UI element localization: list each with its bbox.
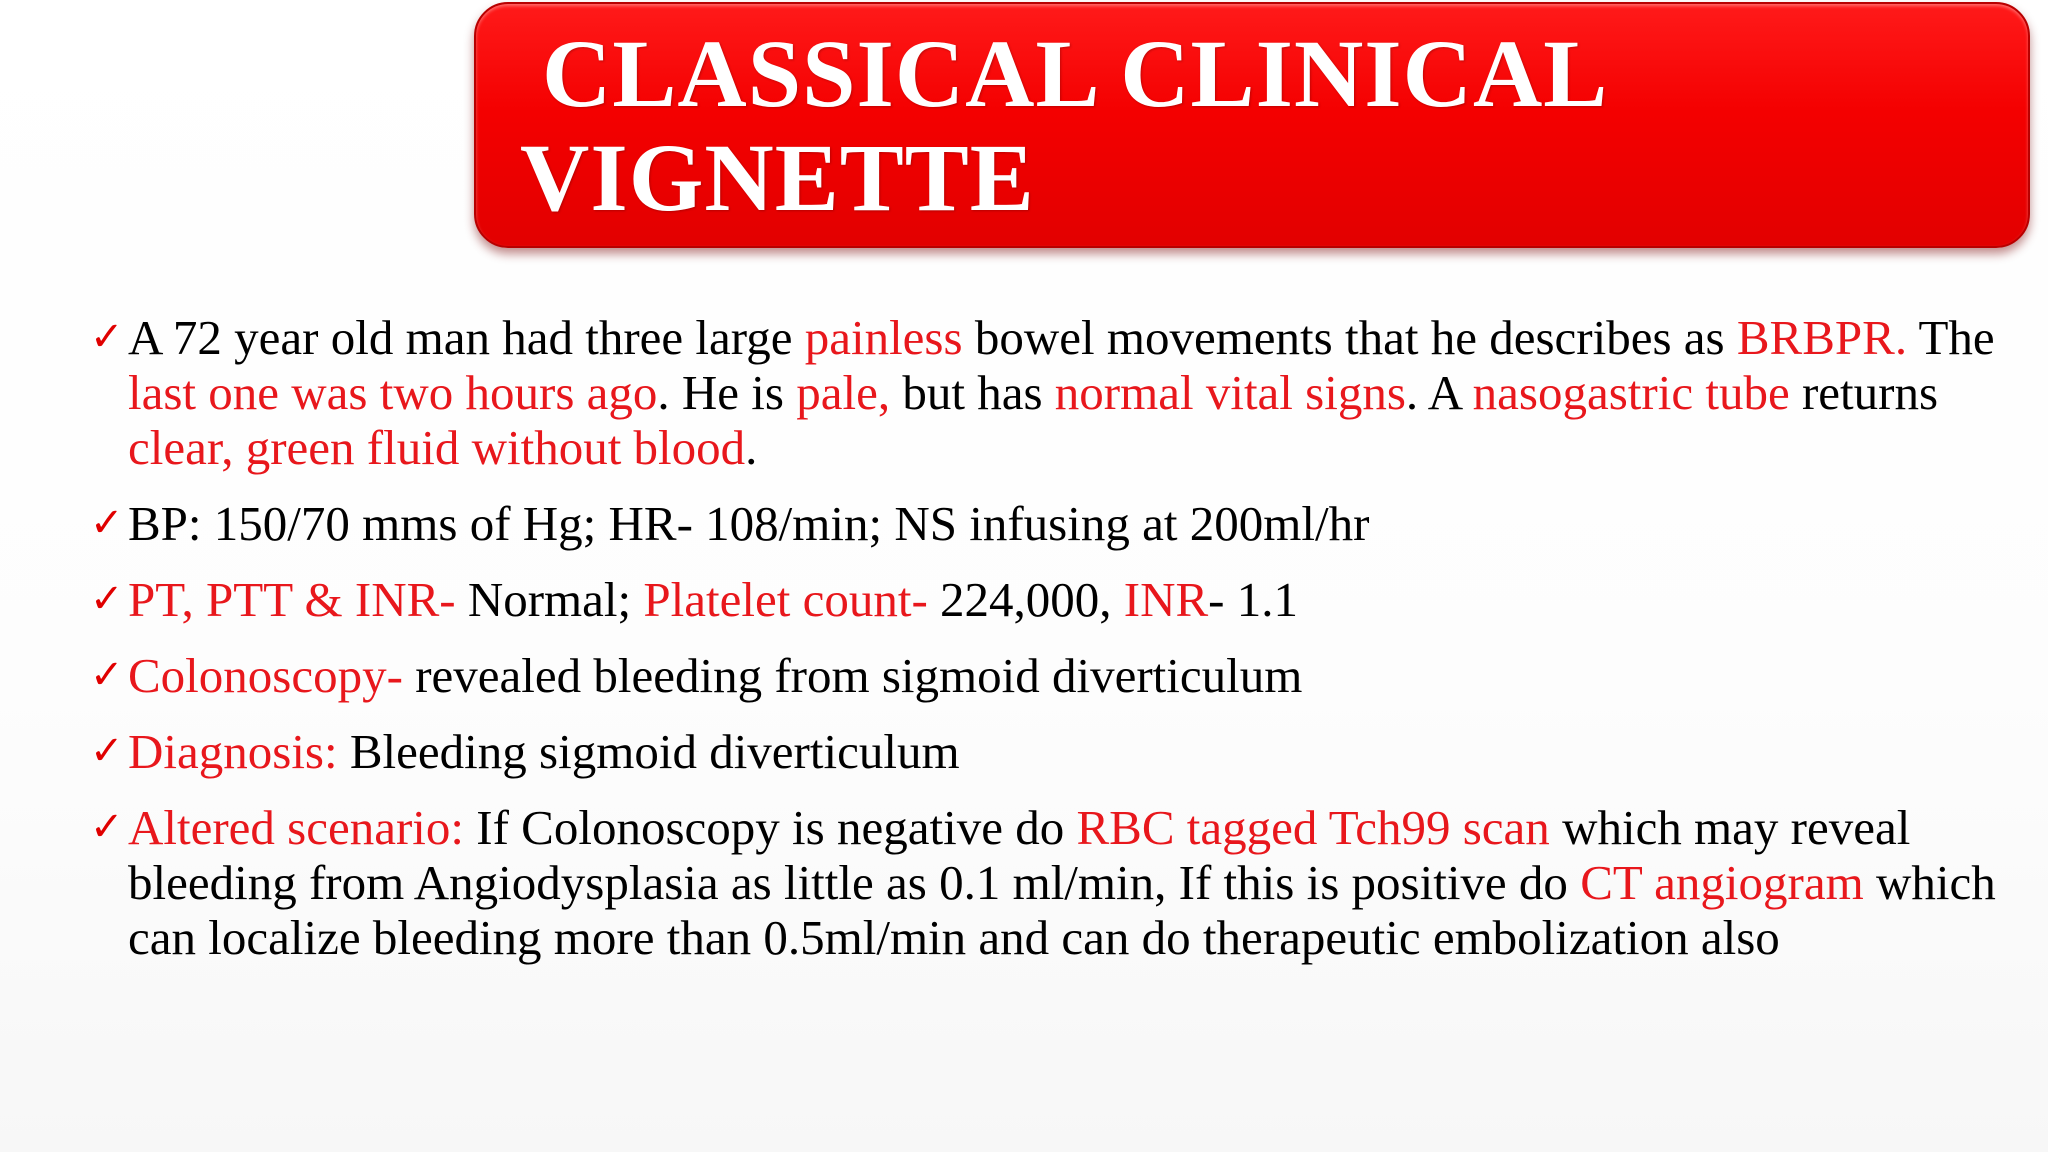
title-line-2: VIGNETTE xyxy=(520,124,1035,231)
highlighted-text: last one was two hours ago xyxy=(128,365,658,420)
bullet-text: but has xyxy=(890,365,1055,420)
bullet-text: . He is xyxy=(657,365,797,420)
bullet-item xyxy=(92,572,2022,627)
highlighted-text: Colonoscopy- xyxy=(128,648,403,703)
bullet-text: which may reveal bleeding from Angiodysplasia as little as 0.1 ml/min, If this is positive do xyxy=(128,800,1911,910)
bullet-item xyxy=(92,724,2022,779)
highlighted-text: clear, green fluid without blood xyxy=(128,420,746,475)
bullet-text: revealed bleeding from sigmoid diverticulum xyxy=(402,648,1303,703)
bullet-item xyxy=(92,800,2022,965)
checkmark-icon: ✓ xyxy=(90,500,124,546)
bullet-text: returns xyxy=(1789,365,1939,420)
title-banner xyxy=(474,2,2030,248)
checkmark-icon: ✓ xyxy=(90,652,124,698)
highlighted-text: pale, xyxy=(796,365,891,420)
bullet-text: which can localize bleeding more than 0.5ml/min and can do therapeutic embolization also xyxy=(128,855,1996,965)
bullet-text: Normal; xyxy=(455,572,644,627)
title-line-1: CLASSICAL CLINICAL xyxy=(542,20,1609,127)
bullet-text: - 1.1 xyxy=(1208,572,1298,627)
highlighted-text: RBC tagged Tch99 scan xyxy=(1076,800,1550,855)
highlighted-text: PT, PTT & INR- xyxy=(128,572,456,627)
bullet-text: A 72 year old man had three large xyxy=(128,310,805,365)
checkmark-icon: ✓ xyxy=(90,576,124,622)
highlighted-text: normal vital signs xyxy=(1054,365,1406,420)
highlighted-text: Diagnosis: xyxy=(128,724,338,779)
bullet-item xyxy=(92,310,2022,475)
bullet-list xyxy=(92,310,2022,986)
highlighted-text: nasogastric tube xyxy=(1472,365,1790,420)
checkmark-icon: ✓ xyxy=(90,804,124,850)
bullet-item xyxy=(92,648,2022,703)
bullet-text: . A xyxy=(1405,365,1473,420)
bullet-text: If Colonoscopy is negative do xyxy=(464,800,1077,855)
bullet-text: bowel movements that he describes as xyxy=(962,310,1737,365)
bullet-text: Bleeding sigmoid diverticulum xyxy=(337,724,960,779)
highlighted-text: INR xyxy=(1123,572,1209,627)
highlighted-text: painless xyxy=(804,310,963,365)
checkmark-icon: ✓ xyxy=(90,728,124,774)
slide-title xyxy=(520,22,1998,230)
bullet-text: . xyxy=(745,420,758,475)
bullet-text: The xyxy=(1907,310,1995,365)
checkmark-icon: ✓ xyxy=(90,314,124,360)
highlighted-text: Altered scenario: xyxy=(128,800,465,855)
bullet-text: BP: 150/70 mms of Hg; HR- 108/min; NS infusing at 200ml/hr xyxy=(128,496,1370,551)
highlighted-text: Platelet count- xyxy=(643,572,928,627)
bullet-text: 224,000, xyxy=(927,572,1124,627)
bullet-item xyxy=(92,496,2022,551)
highlighted-text: CT angiogram xyxy=(1580,855,1864,910)
highlighted-text: BRBPR. xyxy=(1736,310,1908,365)
